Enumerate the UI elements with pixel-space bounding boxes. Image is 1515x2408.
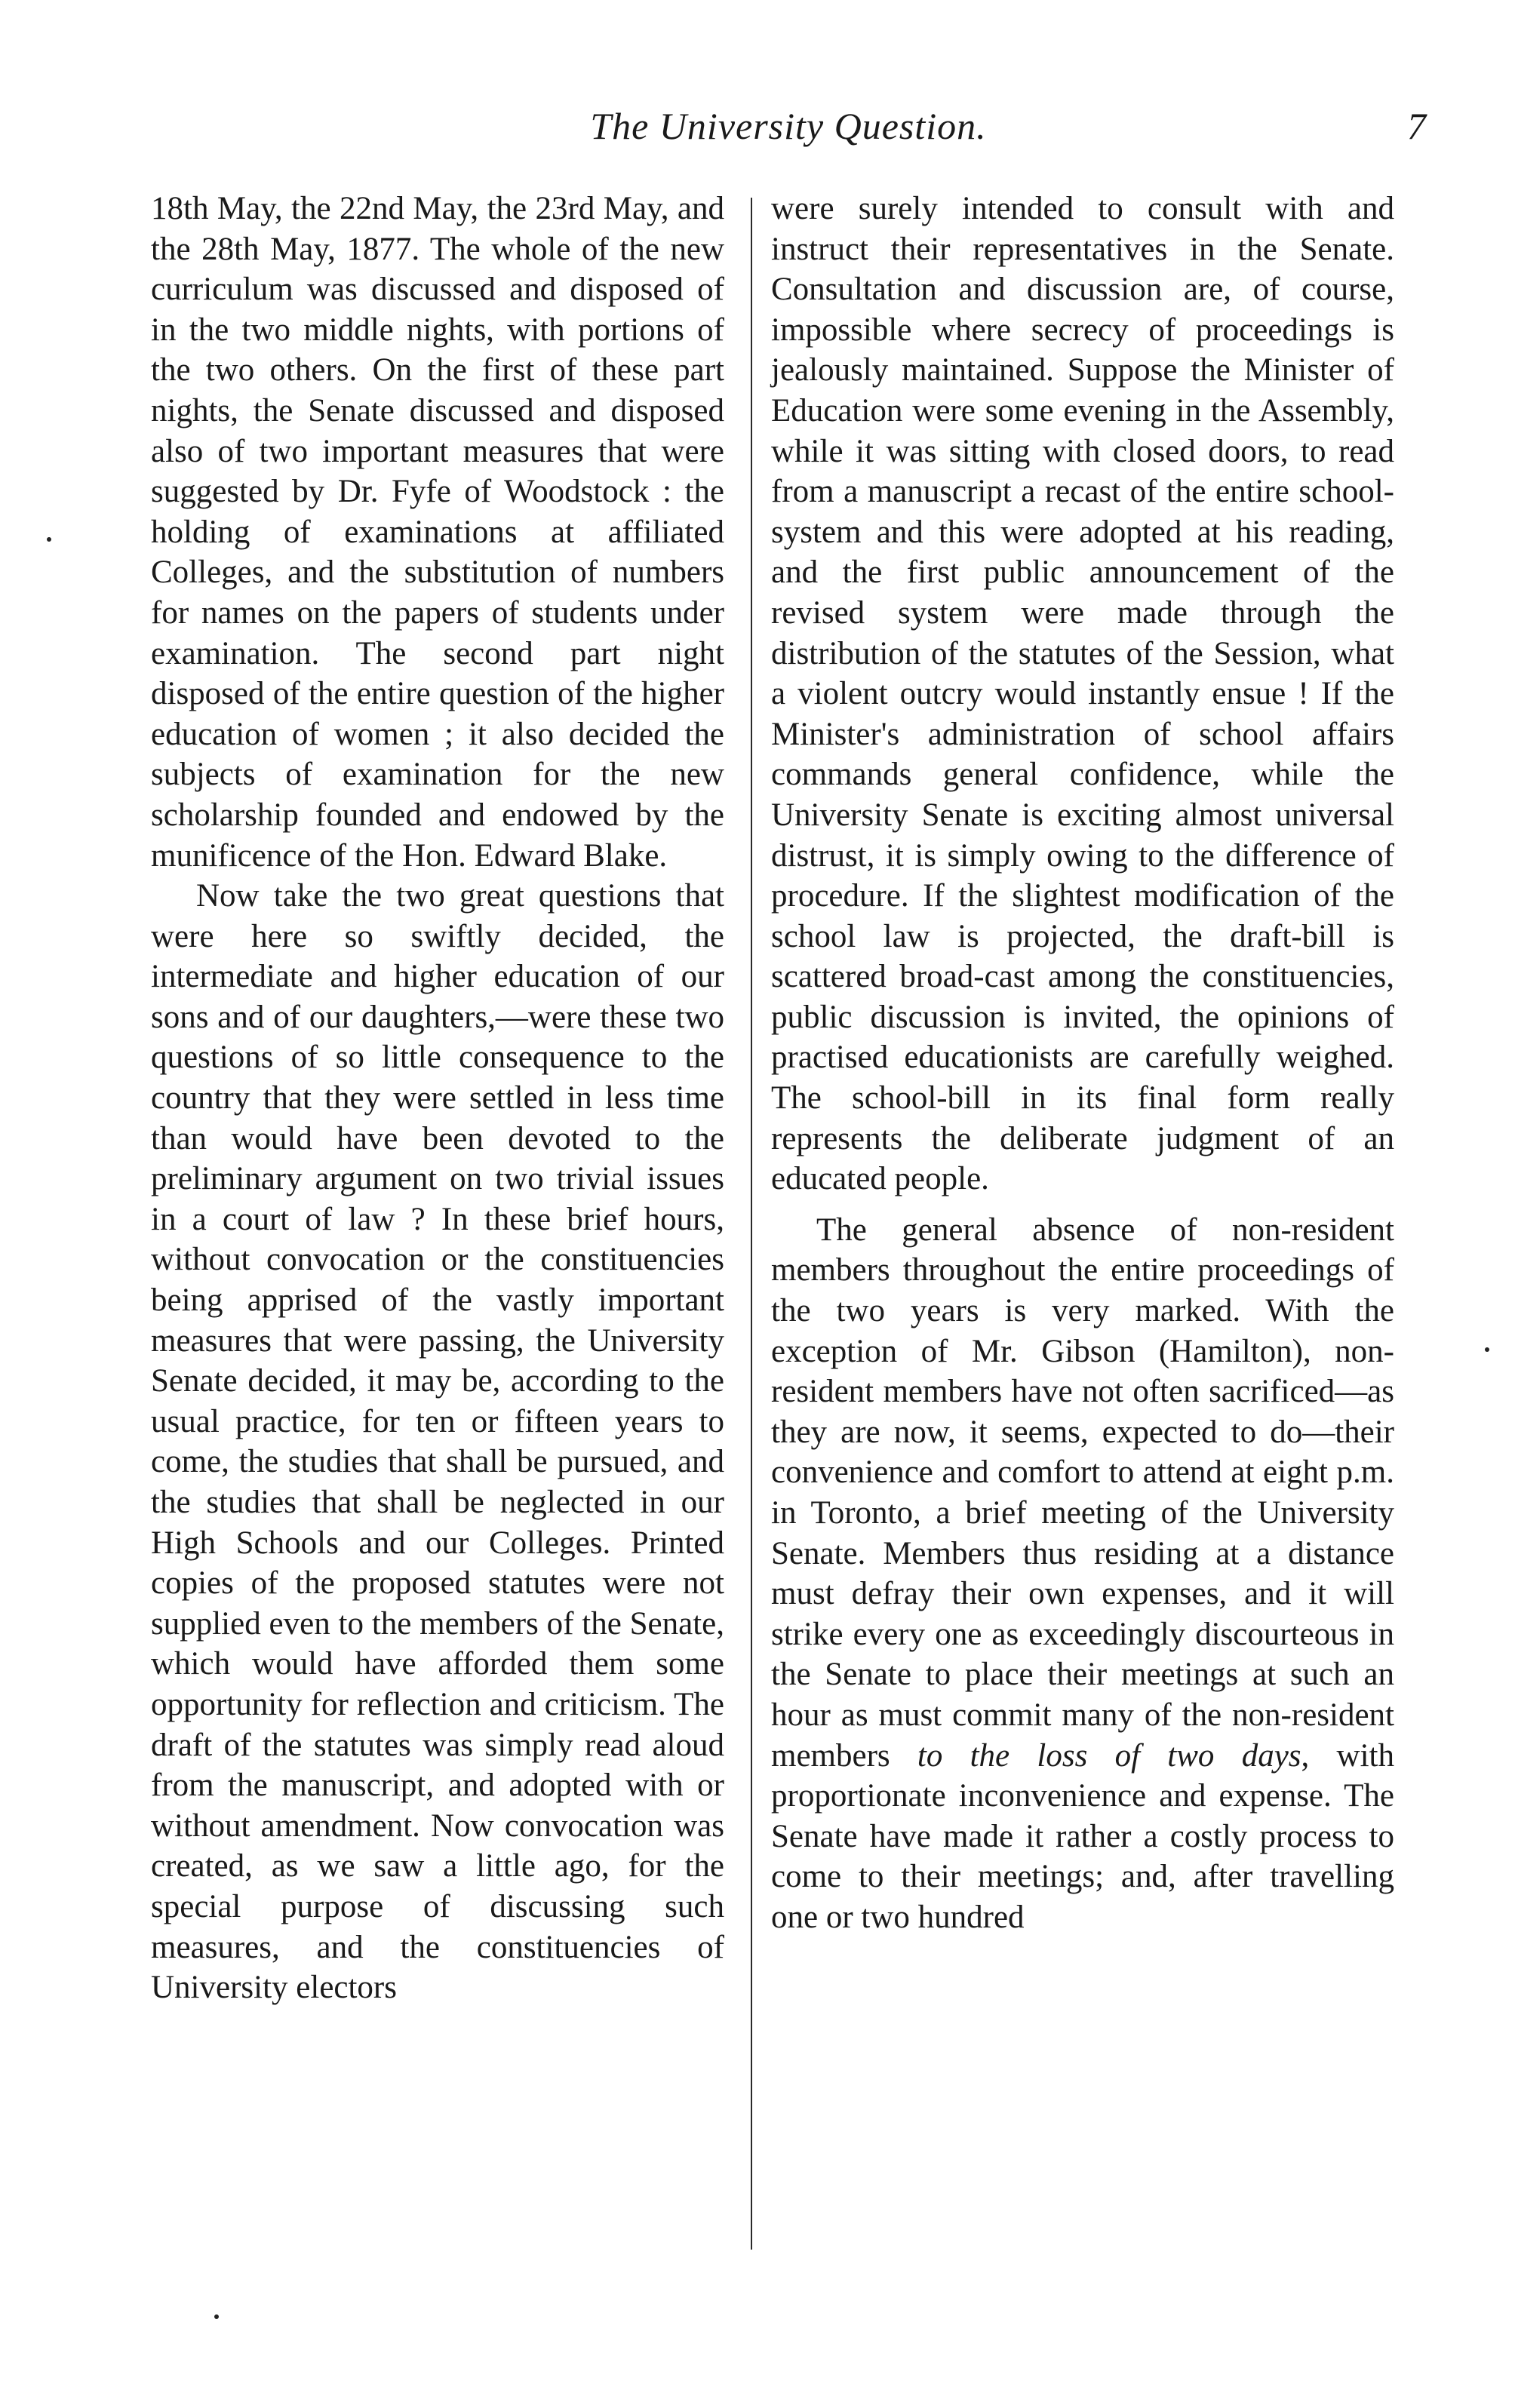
right-column	[771, 189, 1394, 1938]
right-paragraph-2	[771, 1210, 1394, 1938]
print-speck	[1485, 1347, 1489, 1352]
right-paragraph-2-text-b: , with proportionate inconvenience and expense. The Senate have made it rather a costly process to come to their meetings; and, after travelling one or two hundred	[771, 1737, 1394, 1935]
print-speck	[214, 2314, 219, 2319]
left-paragraph-1: 18th May, the 22nd May, the 23rd May, and the 28th May, 1877. The whole of the new curriculum was discussed and disposed of in the two middle nights, with portions of the two others. On the first of these part nights, the Senate discussed and disposed also of two important measures that were suggested by Dr. Fyfe of Woodstock : the holding of examinations at affiliated Colleges, and the substitution of numbers for names on the papers of students under examination. The second part night disposed of the entire question of the higher education of women ; it also decided the subjects of examination for the new scholarship founded and endowed by the munificence of the Hon. Edward Blake.	[151, 191, 724, 874]
right-paragraph-2-text-a: The general absence of non-resident members throughout the entire proceedings of the two years is very marked. With the exception of Mr. Gibson (Hamilton), non-resident members have not often sacrificed—as they are now, it seems, expected to do—their convenience and comfort to attend at eight p.m. in Toronto, a brief meeting of the University Senate. Members thus residing at a distance must defray their own expenses, and it will strike every one as exceedingly discourteous in the Senate to place their meetings at such an hour as must commit many of the non-resident members	[771, 1212, 1394, 1774]
column-divider	[751, 198, 752, 2250]
running-head	[151, 104, 1426, 157]
print-speck	[47, 537, 51, 542]
running-title: The University Question.	[590, 105, 987, 147]
page-number: 7	[1407, 105, 1426, 147]
right-paragraph-2-italic: to the loss of two days	[917, 1737, 1301, 1774]
left-column	[151, 189, 724, 2008]
right-paragraph-1: were surely intended to consult with and instruct their representatives in the Senate. Consultation and discussion are, of course, impossible where secrecy of proceedings is jealously maintained. Suppose the Minister of Education were some evening in the Assembly, while it was sitting with closed doors, to read from a manuscript a recast of the entire school-system and this were adopted at his reading, and the first public announcement of the revised system were made through the distribution of the statutes of the Session, what a violent outcry would instantly ensue ! If the Minister's administration of school affairs commands general confidence, while the University Senate is exciting almost universal distrust, it is simply owing to the difference of procedure. If the slightest modification of the school law is projected, the draft-bill is scattered broad-cast among the constituencies, public discussion is invited, the opinions of practised educationists are carefully weighed. The school-bill in its final form really represents the deliberate judgment of an educated people.	[771, 191, 1394, 1197]
left-paragraph-2: Now take the two great questions that were here so swiftly decided, the intermediate and higher education of our sons and of our daughters,—were these two questions of so little consequence to the country that they were settled in less time than would have been devoted to the preliminary argument on two trivial issues in a court of law ? In these brief hours, without convocation or the constituencies being apprised of the vastly important measures that were passing, the University Senate decided, it may be, according to the usual practice, for ten or fifteen years to come, the studies that shall be pursued, and the studies that shall be neglected in our High Schools and our Colleges. Printed copies of the proposed statutes were not supplied even to the members of the Senate, which would have afforded them some opportunity for reflection and criticism. The draft of the statutes was simply read aloud from the manuscript, and adopted with or without amendment. Now convocation was created, as we saw a little ago, for the special purpose of discussing such measures, and the constituencies of University electors	[151, 878, 724, 2006]
